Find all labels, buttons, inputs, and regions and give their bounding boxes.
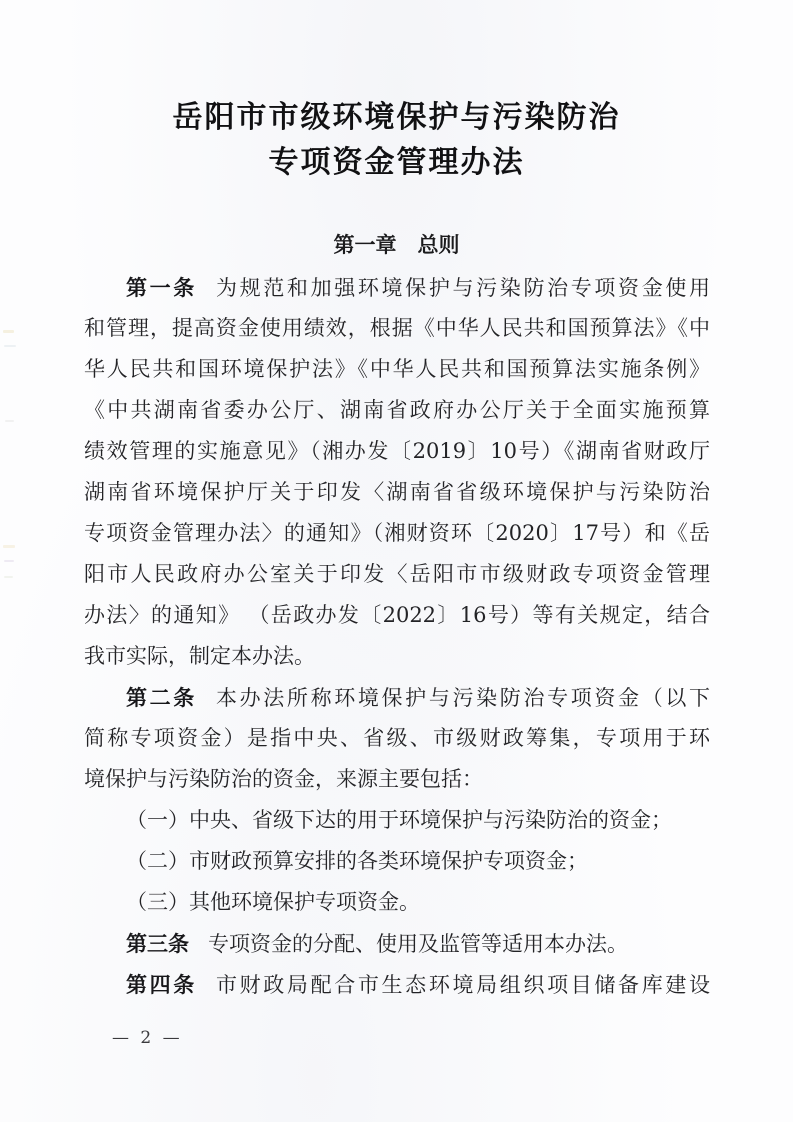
scan-artifact-mark — [3, 330, 14, 333]
scan-artifact-mark — [5, 420, 14, 422]
scan-artifact-mark — [3, 545, 15, 548]
document-title — [0, 95, 793, 185]
body-line — [84, 595, 710, 636]
body-line-text: （一）中央、省级下达的用于环境保护与污染防治的资金； — [126, 808, 672, 832]
body-line — [84, 759, 710, 800]
body-line — [84, 308, 710, 349]
chapter-heading: 第一章 总则 — [333, 232, 460, 257]
body-line-text: 和管理，提高资金使用绩效，根据《中华人民共和国预算法》《中 — [84, 316, 710, 340]
body-line — [84, 800, 710, 841]
body-line-text: 境保护与污染防治的资金，来源主要包括： — [84, 767, 483, 791]
body-line-text: 《中共湖南省委办公厅、湖南省政府办公厅关于全面实施预算 — [84, 398, 710, 422]
article-label: 第二条 — [126, 685, 197, 710]
scan-artifact-mark — [4, 560, 14, 562]
body-line — [84, 718, 710, 759]
scan-artifact-mark — [4, 576, 13, 578]
article-label: 第一条 — [126, 275, 197, 300]
body-line-text: （二）市财政预算安排的各类环境保护专项资金； — [126, 849, 588, 873]
article-label: 第三条 — [126, 931, 189, 956]
document-title-line1: 岳阳市市级环境保护与污染防治 — [172, 100, 621, 135]
body-line — [84, 964, 710, 1005]
body-line-text: 我市实际，制定本办法。 — [84, 644, 315, 668]
body-line-text: （三）其他环境保护专项资金。 — [126, 890, 420, 914]
body-line-text: 简称专项资金）是指中央、省级、市级财政筹集，专项用于环 — [84, 726, 710, 750]
body-line-text: 本办法所称环境保护与污染防治专项资金（以下 — [215, 686, 710, 710]
body-line-text: 为规范和加强环境保护与污染防治专项资金使用 — [215, 276, 710, 300]
body-line-text: 专项资金管理办法〉的通知》（湘财资环〔2020〕17号）和《岳 — [84, 521, 710, 545]
body-line — [84, 431, 710, 472]
scan-artifact-mark — [4, 345, 16, 347]
body-line — [84, 923, 710, 964]
body-line-text: 阳市人民政府办公室关于印发〈岳阳市市级财政专项资金管理 — [84, 562, 710, 586]
body-line — [84, 677, 710, 718]
document-title-line2: 专项资金管理办法 — [268, 145, 525, 180]
body-line — [84, 636, 710, 677]
body-line-text: 华人民共和国环境保护法》《中华人民共和国预算法实施条例》 — [84, 357, 710, 381]
body-line — [84, 472, 710, 513]
document-body — [84, 267, 710, 1005]
body-line — [84, 513, 710, 554]
body-line — [84, 554, 710, 595]
body-line-text: 市财政局配合市生态环境局组织项目储备库建设 — [215, 973, 710, 997]
body-line-text: 办法〉的通知》 （岳政办发〔2022〕16号）等有关规定，结合 — [84, 603, 710, 627]
article-label: 第四条 — [126, 972, 197, 997]
body-line-text: 专项资金的分配、使用及监管等适用本办法。 — [208, 932, 628, 956]
body-line — [84, 841, 710, 882]
body-line — [84, 882, 710, 923]
body-line-text: 绩效管理的实施意见》（湘办发〔2019〕10号）《湖南省财政厅 — [84, 439, 710, 463]
body-line — [84, 390, 710, 431]
body-line — [84, 349, 710, 390]
body-line-text: 湖南省环境保护厅关于印发〈湖南省省级环境保护与污染防治 — [84, 480, 710, 504]
body-line — [84, 267, 710, 308]
page-number: — 2 — — [112, 1028, 183, 1048]
